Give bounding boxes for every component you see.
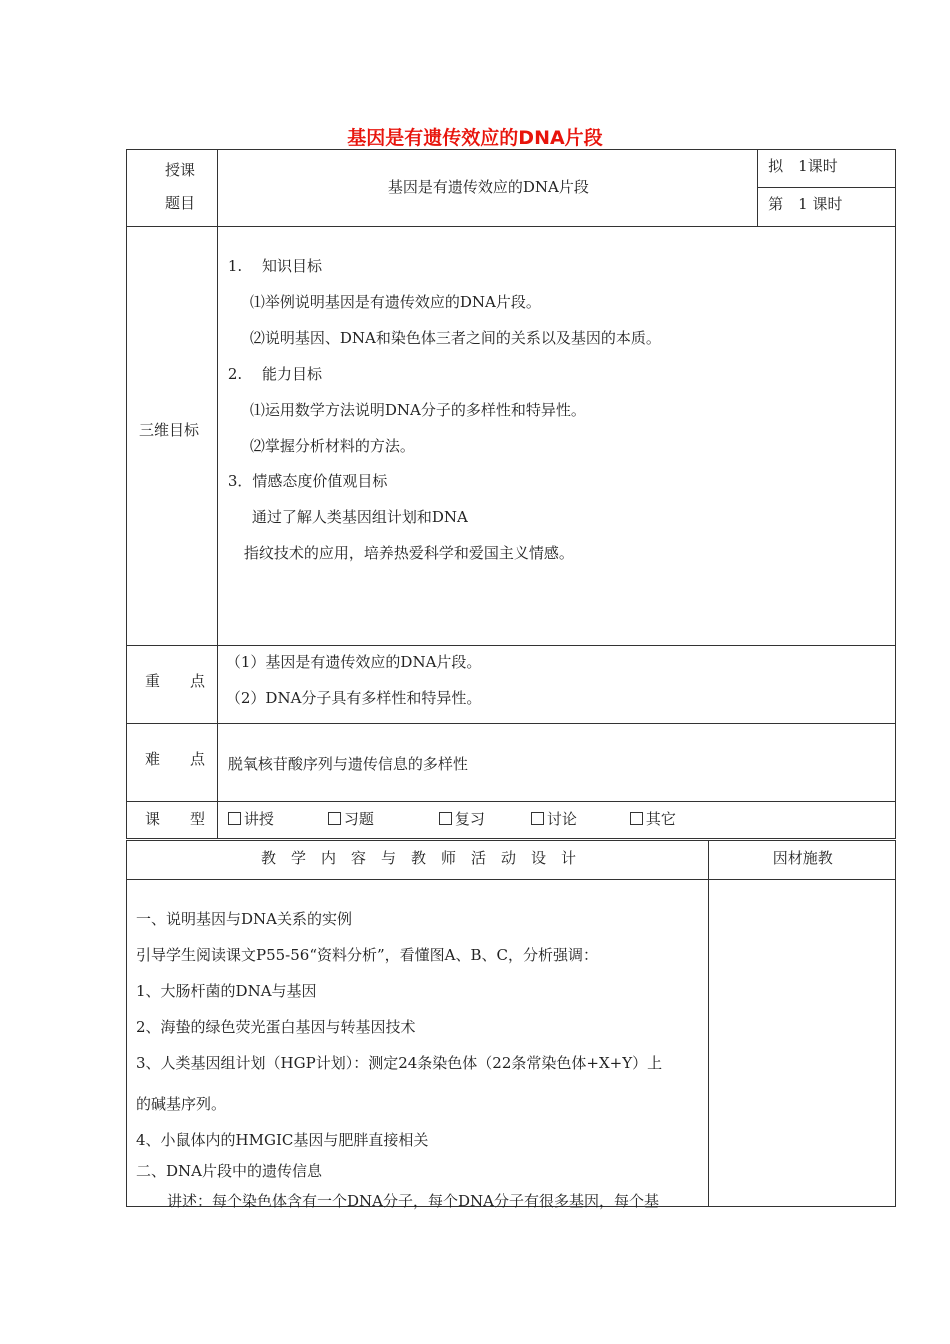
key-points-content-cell (217, 646, 895, 724)
design-line: 一、说明基因与DNA关系的实例 (136, 910, 352, 928)
design-line: 1、大肠杆菌的DNA与基因 (136, 982, 317, 1000)
hours-plan-cell (758, 150, 896, 188)
lesson-type-option[interactable]: 其它 (630, 808, 676, 829)
difficulty-content-cell (217, 724, 895, 802)
checkbox-icon[interactable] (228, 812, 241, 825)
key-point-line: （1）基因是有遗传效应的DNA片段。 (225, 653, 482, 671)
lesson-type-options-cell (217, 802, 895, 839)
objective-line: ⑴运用数学方法说明DNA分子的多样性和特异性。 (249, 401, 586, 419)
side-header-cell (709, 841, 896, 880)
topic-cell (217, 150, 757, 227)
side-header: 因材施教 (772, 849, 833, 867)
checkbox-icon[interactable] (531, 812, 544, 825)
objective-line: 2. 能力目标 (227, 365, 322, 383)
difficulty-text: 脱氧核苷酸序列与遗传信息的多样性 (227, 755, 468, 773)
design-line: 的碱基序列。 (136, 1095, 227, 1113)
hours-plan: 拟 1课时 (768, 157, 838, 175)
key-point-line: （2）DNA分子具有多样性和特异性。 (225, 689, 482, 707)
hours-current-cell (758, 188, 896, 227)
checkbox-icon[interactable] (630, 812, 643, 825)
lesson-type-option[interactable]: 复习 (439, 808, 485, 829)
objective-line: 指纹技术的应用，培养热爱科学和爱国主义情感。 (243, 544, 574, 562)
lesson-type-option[interactable]: 习题 (328, 808, 374, 829)
checkbox-icon[interactable] (328, 812, 341, 825)
topic-text: 基因是有遗传效应的DNA片段 (387, 178, 589, 196)
difficulty-label-cell (127, 724, 218, 802)
key-points-label-cell (127, 646, 218, 724)
design-line: 4、小鼠体内的HMGIC基因与肥胖直接相关 (136, 1131, 429, 1149)
objective-line: ⑵掌握分析材料的方法。 (249, 437, 415, 455)
lesson-type-option[interactable]: 讨论 (531, 808, 577, 829)
design-header: 教 学 内 容 与 教 师 活 动 设 计 (260, 849, 576, 867)
lesson-type-label: 课 型 (145, 810, 206, 828)
lesson-type-label-cell (127, 802, 218, 839)
side-content-cell (709, 880, 896, 1207)
design-line: 2、海蛰的绿色荧光蛋白基因与转基因技术 (136, 1018, 416, 1036)
design-header-cell (127, 841, 709, 880)
difficulty-label: 难 点 (145, 750, 206, 768)
topic-label-line2: 题目 (165, 194, 196, 212)
objectives-label-cell (127, 227, 218, 646)
objectives-content-cell (217, 227, 895, 646)
objective-line: ⑵说明基因、DNA和染色体三者之间的关系以及基因的本质。 (249, 329, 661, 347)
design-line: 讲述：每个染色体含有一个DNA分子，每个DNA分子有很多基因，每个基 (167, 1192, 659, 1210)
hours-current: 第 1 课时 (768, 195, 843, 213)
document-title: 基因是有遗传效应的DNA片段 (347, 127, 603, 149)
design-line: 引导学生阅读课文P55-56“资料分析”，看懂图A、B、C，分析强调： (136, 946, 599, 964)
design-line: 二、DNA片段中的遗传信息 (136, 1162, 322, 1180)
topic-label-cell (127, 150, 218, 227)
objectives-label: 三维目标 (139, 421, 200, 439)
key-points-label: 重 点 (145, 672, 206, 690)
objective-line: 1. 知识目标 (227, 257, 322, 275)
lesson-plan-table (126, 149, 896, 839)
objective-line: 通过了解人类基因组计划和DNA (251, 508, 468, 526)
design-line: 3、人类基因组计划（HGP计划）：测定24条染色体（22条常染色体+X+Y）上 (136, 1054, 663, 1072)
teaching-design-table (126, 840, 896, 1210)
checkbox-icon[interactable] (439, 812, 452, 825)
lesson-type-option[interactable]: 讲授 (228, 808, 274, 829)
objective-line: ⑴举例说明基因是有遗传效应的DNA片段。 (249, 293, 541, 311)
topic-label-line1: 授课 (165, 161, 196, 179)
objective-line: 3．情感态度价值观目标 (227, 472, 388, 490)
design-content-cell (127, 880, 709, 1210)
